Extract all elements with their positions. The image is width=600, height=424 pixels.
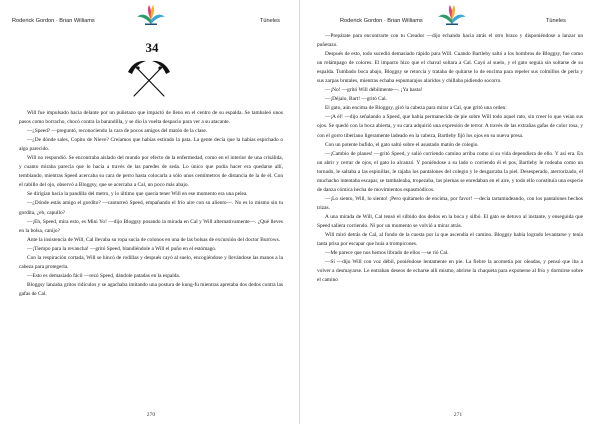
paragraph: —Esto es demasiado fácil —rezó Speed, dándole patadas en la espalda.: [27, 272, 181, 279]
running-head-author: Roderick Gordon · Brian Williams: [340, 18, 423, 24]
paragraph: A una mirada de Will, Cal tensó el silbido dos dedos en la boca y silbó. El gato se detuvo al instante, y enseguida que Speed saliera corriendo. Ni por un momento se volvió a mirar atrás.: [317, 213, 583, 229]
paragraph: —¡No! —gritó Will débilmente—. ¡Ya basta!: [325, 87, 423, 94]
paragraph: —Sí —dijo Will con voz débil, poniéndose lentamente en pie. La fiebre la acometía por oleadas, y pensó que iba a volver a desmayarse. Le entraban deseos de echarse allí mismo, abrirse la chaqueta para exponerse al frío y dormirse sobre el camino: [317, 259, 583, 284]
paragraph: —¡Eh, Speed, mira esto, es Mini Yo! —dijo Bloggsy posando la mirada en Cal y Will alternativamente—. ¿Qué lleves en la bolsa, canijo?: [19, 218, 283, 234]
right-body-text: [317, 32, 583, 285]
paragraph: Con la respiración cortada, Will se hincó de rodillas y después cayó al suelo, encogiéndose y llevándose las manos a la cabeza para protegerla.: [19, 254, 283, 270]
paragraph: —Prepárate para encontrarte con tu Creador —dijo echando hacia atrás el otro brazo y disponiéndose a lanzar un puñetazo.: [317, 33, 583, 49]
running-head-author: Roderick Gordon · Brian Williams: [12, 18, 95, 24]
paragraph: Will fue impulsado hacia delante por un puñetazo que impactó de lleno en el centro de su espalda. Se tambaleó unos pasos como borracho, chocó contra la barandilla, y se dio la vuelta despacio para ver a su atacante.: [19, 110, 283, 126]
paragraph: Con un potente bufido, el gato saltó sobre el asustado matón de colegio.: [325, 141, 479, 148]
paragraph: Will no respondió. Se encontraba aislado del mundo por efecto de la enfermedad, como en el interior de una crisálida, y cuanto miraba parecía que lo hacía a través de las paredes de seda. Lo único que podía hacer era quedarse allí, temblando, mientras Speed acercaba su cara de perro hasta colocarla a sólo unos centímetros de distancia de la de él. Con el rabillo del ojo, observó a Bloggsy, que se acercaba a Cal, un poco más abajo.: [19, 155, 283, 189]
paragraph: —¡Tiempo para la revancha! —gritó Speed, blandiéndole a Will el puño en el estómago.: [27, 245, 217, 252]
right-page: [300, 0, 600, 424]
paragraph: —¿Dónde estás amigo el gordito? —canturreó Speed, empañando el frío aire con su aliento—. No es lo mismo sin tu gordita, ¿eh, capullo?: [19, 200, 283, 216]
paragraph: —¡A él! —dijo señalando a Speed, que había permanecido de pie sobre Will todo aquel rato, sin creer lo que veían sus ojos. Se quedó con la boca abierta, y su cara adquirió una expresión de terror. A través de las extrañas gafas de color rosa, y con el gorro tiberiano ligeramente ladeado en la cabeza, Bartleby fijó los ojos en su nueva presa.: [317, 114, 583, 139]
paragraph: Después de esto, todo sucedió demasiado rápido para Will. Cuando Bartleby saltó a los hombros de Bloggsy, fue como un relámpago de colores. El impacto hizo que el chaval soltara a Cal. Cayó al suelo, y el gato seguía sin soltarse de su espalda. Tumbado boca abajo, Bloggsy se retorcía y trataba de quitarse lo de encima para repeler sus colmillos de perla y sus zarpas brutales, mientras echaba espumarajos alaridos y chillaba pidiendo socorro.: [317, 51, 583, 85]
paragraph: Bloggsy lanzaba gritos ridículos y se agachaba imitando una postura de kung-fu mientras apretaba dos dedos contra las gafas de Cal.: [19, 281, 283, 297]
paragraph: —¡Lo siento, Will, lo siento! ¡Pero quítamelo de encima, por favor! —decía tartamudeando, con los pantalones hechos trizas.: [317, 195, 583, 211]
crossed-pickaxes-icon: [126, 58, 172, 100]
paragraph: —¿Speed? —preguntó, reconociendo la cara de pocos amigos del matón de la clase.: [27, 128, 208, 135]
chapter-number: 34: [145, 40, 159, 55]
running-head-title: Túneles: [260, 18, 280, 24]
paragraph: Ante la insistencia de Will, Cal llevaba su ropa sucia de colonos en una de las bolsas de excursión del doctor Burrows.: [27, 236, 281, 243]
publisher-logo: [136, 4, 166, 26]
left-body-text: [19, 109, 283, 299]
paragraph: —¡Cambio de planes! —gritó Speed, y salió corriendo camino arriba como si su vida dependiera de ello. Y así era. En un abrir y cerrar de ojos, el gato lo alcanzó. Y poniéndose a su lado o corriendo él el pos, Bartleby le rodeaba como un tornado, le saltaba a las espinillas, le rajaba los pantalones del colegio y le desgarraba la piel. Desesperado, aterrorizado, el muchacho intentaba escapar, se tambaleaba, tropezaba, las piernas se enredaban en el aire, y todo ello constituía una especie de danza cómica hecha de movimientos espasmódicos.: [317, 150, 583, 193]
paragraph: —Me parece que nos hemos librado de ellos —se rió Cal.: [325, 250, 449, 257]
paragraph: El gato, aún encima de Bloggsy, giró la cabeza para mirar a Cal, que gritó una orden:: [325, 105, 507, 112]
page-number: 270: [146, 412, 156, 418]
page-number: 271: [453, 412, 463, 418]
paragraph: Se dirigían hacia la pandilla del metro, y lo último que quería tener Will en ese momento era una pelea.: [27, 191, 248, 198]
paragraph: —¿De dónde sales, Copito de Nieve? Creíamos que habías estirado la pata. La gente decía que la habías espichado o algo parecido.: [19, 137, 283, 153]
paragraph: —¡Déjalo, Bart! —gritó Cal.: [325, 96, 387, 103]
running-head-title: Túneles: [546, 18, 566, 24]
publisher-logo: [437, 4, 467, 26]
paragraph: Will miró detrás de Cal, al fondo de la cuesta por la que ascendía el camino. Bloggsy había logrado levantarse y tenía tanta prisa por escapar que huía a trompicones.: [317, 232, 583, 248]
